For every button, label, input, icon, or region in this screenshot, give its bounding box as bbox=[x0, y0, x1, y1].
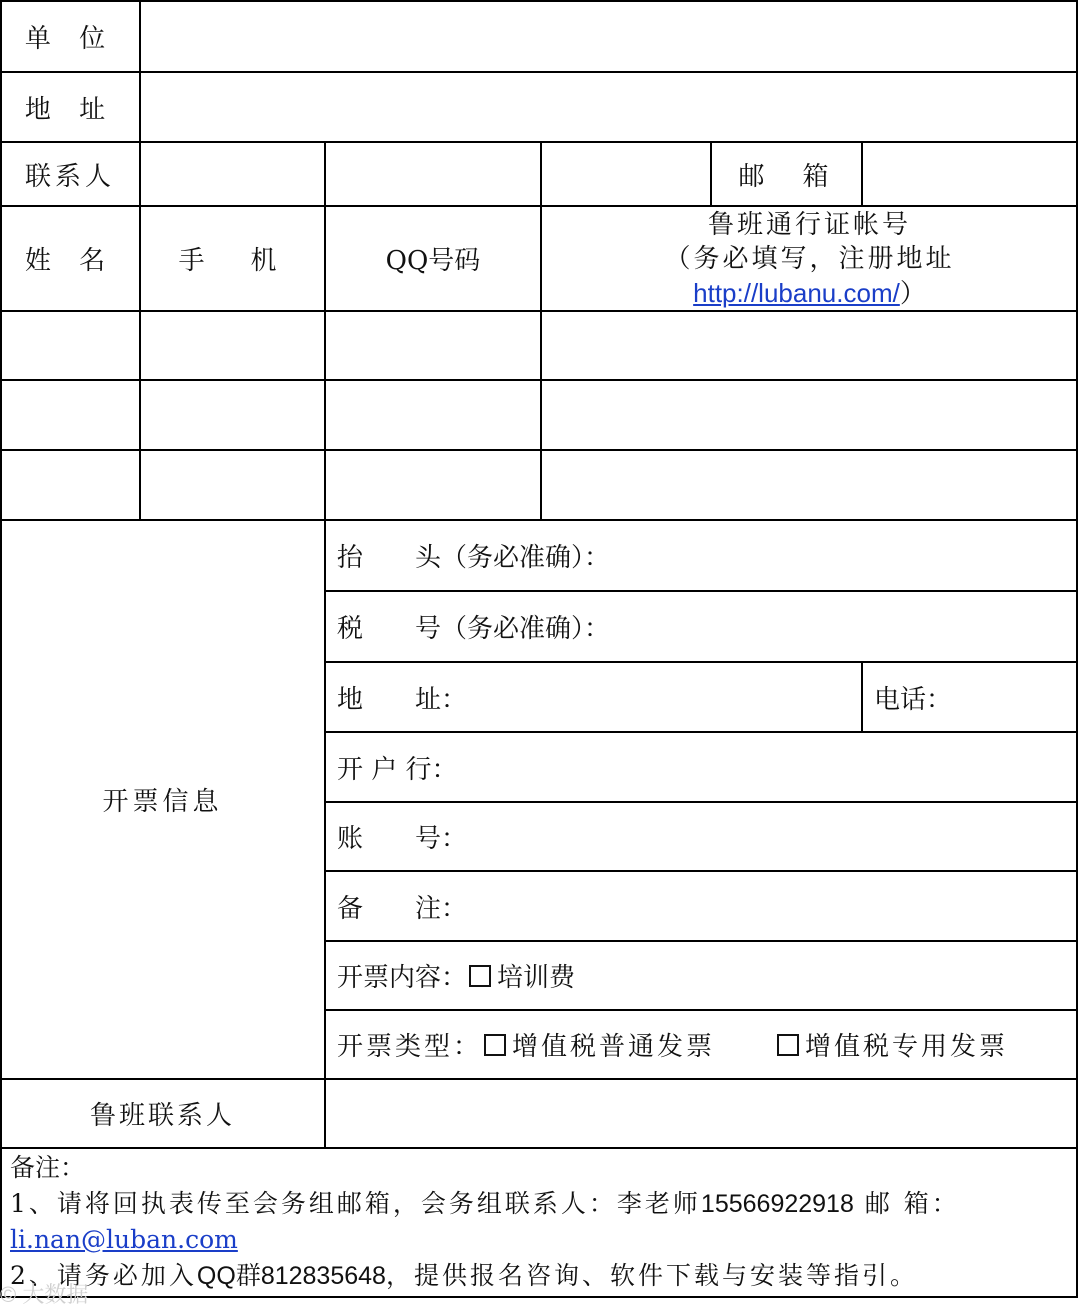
invoice-bank-field[interactable]: 开 户 行： bbox=[337, 754, 458, 785]
notes-line-1-text: 1、请将回执表传至会务组邮箱，会务组联系人：李老师 bbox=[10, 1189, 701, 1218]
special-vat-option: 增值税专用发票 bbox=[805, 1032, 1009, 1062]
phone-header: 手 机 bbox=[178, 246, 287, 276]
notes-line-2-prefix: 2、请务必加入 bbox=[10, 1261, 197, 1290]
luban-contact-field[interactable] bbox=[325, 1079, 1078, 1148]
invoice-remark-field[interactable]: 备 注： bbox=[337, 893, 468, 924]
notes-qq-group: QQ群812835648 bbox=[196, 1262, 386, 1290]
qq-header: QQ号码 bbox=[385, 246, 481, 276]
notes-line-1 bbox=[10, 1186, 1070, 1222]
member-row-2-pass[interactable] bbox=[541, 380, 1078, 450]
member-row-3-phone[interactable] bbox=[140, 450, 325, 520]
watermark: © 大数据 bbox=[0, 1282, 89, 1307]
invoice-type-label: 开票类型： bbox=[337, 1032, 483, 1062]
notes-title: 备注： bbox=[10, 1153, 86, 1182]
member-row-3-name[interactable] bbox=[0, 450, 140, 520]
pass-note: （务必填写，注册地址 bbox=[664, 244, 955, 274]
member-row-2-qq[interactable] bbox=[325, 380, 541, 450]
invoice-account-field[interactable]: 账 号： bbox=[337, 824, 468, 854]
email-label: 邮 箱 bbox=[738, 161, 835, 192]
pass-url-link[interactable]: http://lubanu.com/ bbox=[693, 278, 900, 308]
member-row-3-pass[interactable] bbox=[541, 450, 1078, 520]
notes-line-2-suffix: ，提供报名咨询、软件下载与安装等指引。 bbox=[385, 1261, 918, 1290]
member-row-2-phone[interactable] bbox=[140, 380, 325, 450]
training-fee-option: 培训费 bbox=[497, 963, 576, 993]
invoice-tel-field[interactable]: 电话： bbox=[874, 684, 953, 715]
address-field[interactable] bbox=[140, 72, 1078, 142]
training-fee-checkbox[interactable] bbox=[469, 965, 491, 987]
invoice-taxno-field[interactable]: 税 号（务必准确）： bbox=[337, 614, 611, 644]
notes-email-link[interactable]: li.nan@luban.com bbox=[10, 1225, 238, 1254]
notes-email-line bbox=[10, 1222, 1070, 1258]
address-label: 地 址 bbox=[24, 94, 116, 125]
unit-label: 单 位 bbox=[24, 23, 116, 54]
member-row-1-qq[interactable] bbox=[325, 311, 541, 380]
member-row-1-phone[interactable] bbox=[140, 311, 325, 380]
contact-field-3[interactable] bbox=[541, 142, 711, 206]
normal-vat-option: 增值税普通发票 bbox=[512, 1032, 716, 1062]
contact-field-1[interactable] bbox=[140, 142, 325, 206]
notes-line-2 bbox=[10, 1258, 1070, 1294]
luban-contact-label: 鲁班联系人 bbox=[89, 1101, 235, 1131]
invoice-header-field[interactable]: 抬 头（务必准确）： bbox=[337, 543, 611, 573]
invoice-address-field[interactable]: 地 址： bbox=[337, 684, 468, 715]
invoice-content-label: 开票内容： bbox=[337, 963, 468, 993]
member-row-2-name[interactable] bbox=[0, 380, 140, 450]
unit-field[interactable] bbox=[140, 0, 1078, 72]
email-field[interactable] bbox=[862, 142, 1078, 206]
member-row-3-qq[interactable] bbox=[325, 450, 541, 520]
normal-vat-checkbox[interactable] bbox=[484, 1034, 506, 1056]
invoice-section-label: 开票信息 bbox=[102, 787, 223, 817]
pass-title: 鲁班通行证帐号 bbox=[707, 210, 911, 240]
pass-header bbox=[541, 206, 1078, 311]
special-vat-checkbox[interactable] bbox=[777, 1034, 799, 1056]
notes-section bbox=[10, 1150, 1070, 1294]
invoice-type-row bbox=[325, 1010, 1078, 1079]
member-row-1-pass[interactable] bbox=[541, 311, 1078, 380]
pass-close: ） bbox=[899, 279, 926, 309]
notes-email-label: 邮 箱： bbox=[853, 1189, 960, 1218]
invoice-content-row bbox=[325, 941, 1078, 1010]
notes-phone: 15566922918 bbox=[700, 1190, 854, 1218]
member-row-1-name[interactable] bbox=[0, 311, 140, 380]
contact-label: 联系人 bbox=[24, 161, 115, 192]
pass-url-line bbox=[541, 276, 1078, 311]
contact-field-2[interactable] bbox=[325, 142, 541, 206]
name-header: 姓 名 bbox=[24, 246, 116, 276]
